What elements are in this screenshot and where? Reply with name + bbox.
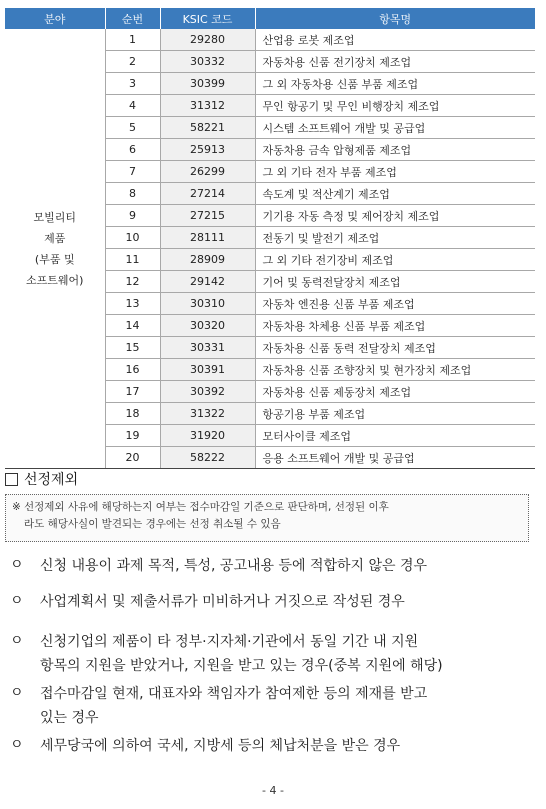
field-cell [5, 29, 105, 469]
number-cell: 5 [105, 117, 160, 139]
number-cell: 10 [105, 227, 160, 249]
circle-bullet-icon: ㅇ [10, 557, 24, 573]
page-number: - 4 - [262, 784, 284, 797]
number-cell: 15 [105, 337, 160, 359]
header-number: 순번 [105, 8, 160, 29]
ksic-code-cell: 31920 [160, 425, 255, 447]
section-heading-text: 선정제외 [24, 472, 79, 488]
ksic-code-cell: 30332 [160, 51, 255, 73]
ksic-code-cell: 29142 [160, 271, 255, 293]
ksic-code-cell: 30399 [160, 73, 255, 95]
exclusion-item-text: 있는 경우 [40, 710, 99, 726]
exclusion-item-text: 접수마감일 현재, 대표자와 책임자가 참여제한 등의 제재를 받고 [40, 686, 428, 702]
exclusion-item-text: 신청기업의 제품이 타 정부·지자체·기관에서 동일 기간 내 지원 [40, 634, 419, 650]
ksic-code-cell: 28111 [160, 227, 255, 249]
ksic-table-container [5, 8, 535, 469]
number-cell: 19 [105, 425, 160, 447]
field-label-line: 소프트웨어) [26, 273, 84, 287]
item-name-cell: 자동차 엔진용 신품 부품 제조업 [255, 293, 535, 315]
item-name-cell: 자동차용 신품 조향장치 및 현가장치 제조업 [255, 359, 535, 381]
number-cell: 6 [105, 139, 160, 161]
number-cell: 7 [105, 161, 160, 183]
ksic-code-cell: 27214 [160, 183, 255, 205]
header-ksic-code: KSIC 코드 [160, 8, 255, 29]
note-box [5, 494, 529, 542]
checkbox-square-icon [5, 473, 18, 486]
exclusion-item [10, 682, 427, 730]
number-cell: 16 [105, 359, 160, 381]
field-label-line: 제품 [44, 231, 66, 245]
ksic-table [5, 8, 535, 469]
ksic-code-cell: 30331 [160, 337, 255, 359]
field-label-line: 모빌리티 [33, 210, 76, 224]
note-mark-icon: ※ [12, 501, 21, 513]
number-cell: 13 [105, 293, 160, 315]
exclusion-item-text: 세무당국에 의하여 국세, 지방세 등의 체납처분을 받은 경우 [40, 738, 401, 754]
header-field: 분야 [5, 8, 105, 29]
exclusion-item [10, 734, 400, 758]
exclusion-item-text: 항목의 지원을 받았거나, 지원을 받고 있는 경우(중복 지원에 해당) [40, 658, 443, 674]
item-name-cell: 자동차용 차체용 신품 부품 제조업 [255, 315, 535, 337]
item-name-cell: 기어 및 동력전달장치 제조업 [255, 271, 535, 293]
number-cell: 2 [105, 51, 160, 73]
field-label-line: (부품 및 [34, 252, 75, 266]
exclusion-item [10, 630, 443, 678]
number-cell: 8 [105, 183, 160, 205]
ksic-code-cell: 30310 [160, 293, 255, 315]
number-cell: 14 [105, 315, 160, 337]
number-cell: 12 [105, 271, 160, 293]
ksic-code-cell: 27215 [160, 205, 255, 227]
ksic-code-cell: 26299 [160, 161, 255, 183]
ksic-code-cell: 28909 [160, 249, 255, 271]
ksic-code-cell: 31312 [160, 95, 255, 117]
number-cell: 3 [105, 73, 160, 95]
item-name-cell: 그 외 기타 전기장비 제조업 [255, 249, 535, 271]
number-cell: 18 [105, 403, 160, 425]
number-cell: 4 [105, 95, 160, 117]
item-name-cell: 시스템 소프트웨어 개발 및 공급업 [255, 117, 535, 139]
item-name-cell: 항공기용 부품 제조업 [255, 403, 535, 425]
exclusion-item [10, 554, 427, 578]
table-header-row [5, 8, 535, 29]
item-name-cell: 그 외 기타 전자 부품 제조업 [255, 161, 535, 183]
item-name-cell: 속도계 및 적산계기 제조업 [255, 183, 535, 205]
item-name-cell: 자동차용 신품 동력 전달장치 제조업 [255, 337, 535, 359]
item-name-cell: 전동기 및 발전기 제조업 [255, 227, 535, 249]
note-line: 선정제외 사유에 해당하는지 여부는 접수마감일 기준으로 판단하며, 선정된 이후 [24, 501, 389, 513]
ksic-code-cell: 30391 [160, 359, 255, 381]
item-name-cell: 응용 소프트웨어 개발 및 공급업 [255, 447, 535, 469]
exclusion-item-text: 사업계획서 및 제출서류가 미비하거나 거짓으로 작성된 경우 [40, 594, 405, 610]
circle-bullet-icon: ㅇ [10, 737, 24, 753]
ksic-code-cell: 58221 [160, 117, 255, 139]
ksic-code-cell: 58222 [160, 447, 255, 469]
exclusion-item-text: 신청 내용이 과제 목적, 특성, 공고내용 등에 적합하지 않은 경우 [40, 558, 428, 574]
circle-bullet-icon: ㅇ [10, 685, 24, 701]
number-cell: 9 [105, 205, 160, 227]
number-cell: 17 [105, 381, 160, 403]
circle-bullet-icon: ㅇ [10, 593, 24, 609]
ksic-code-cell: 31322 [160, 403, 255, 425]
ksic-code-cell: 30320 [160, 315, 255, 337]
section-heading [5, 469, 78, 489]
ksic-code-cell: 29280 [160, 29, 255, 51]
item-name-cell: 그 외 자동차용 신품 부품 제조업 [255, 73, 535, 95]
item-name-cell: 산업용 로봇 제조업 [255, 29, 535, 51]
header-item-name: 항목명 [255, 8, 535, 29]
number-cell: 20 [105, 447, 160, 469]
note-line: 라도 해당사실이 발견되는 경우에는 선정 취소될 수 있음 [24, 518, 281, 530]
ksic-code-cell: 30392 [160, 381, 255, 403]
item-name-cell: 자동차용 신품 제동장치 제조업 [255, 381, 535, 403]
item-name-cell: 무인 항공기 및 무인 비행장치 제조업 [255, 95, 535, 117]
circle-bullet-icon: ㅇ [10, 633, 24, 649]
exclusion-item [10, 590, 405, 614]
table-row [5, 29, 535, 51]
number-cell: 11 [105, 249, 160, 271]
item-name-cell: 모터사이클 제조업 [255, 425, 535, 447]
item-name-cell: 기기용 자동 측정 및 제어장치 제조업 [255, 205, 535, 227]
number-cell: 1 [105, 29, 160, 51]
item-name-cell: 자동차용 금속 압형제품 제조업 [255, 139, 535, 161]
ksic-code-cell: 25913 [160, 139, 255, 161]
item-name-cell: 자동차용 신품 전기장치 제조업 [255, 51, 535, 73]
